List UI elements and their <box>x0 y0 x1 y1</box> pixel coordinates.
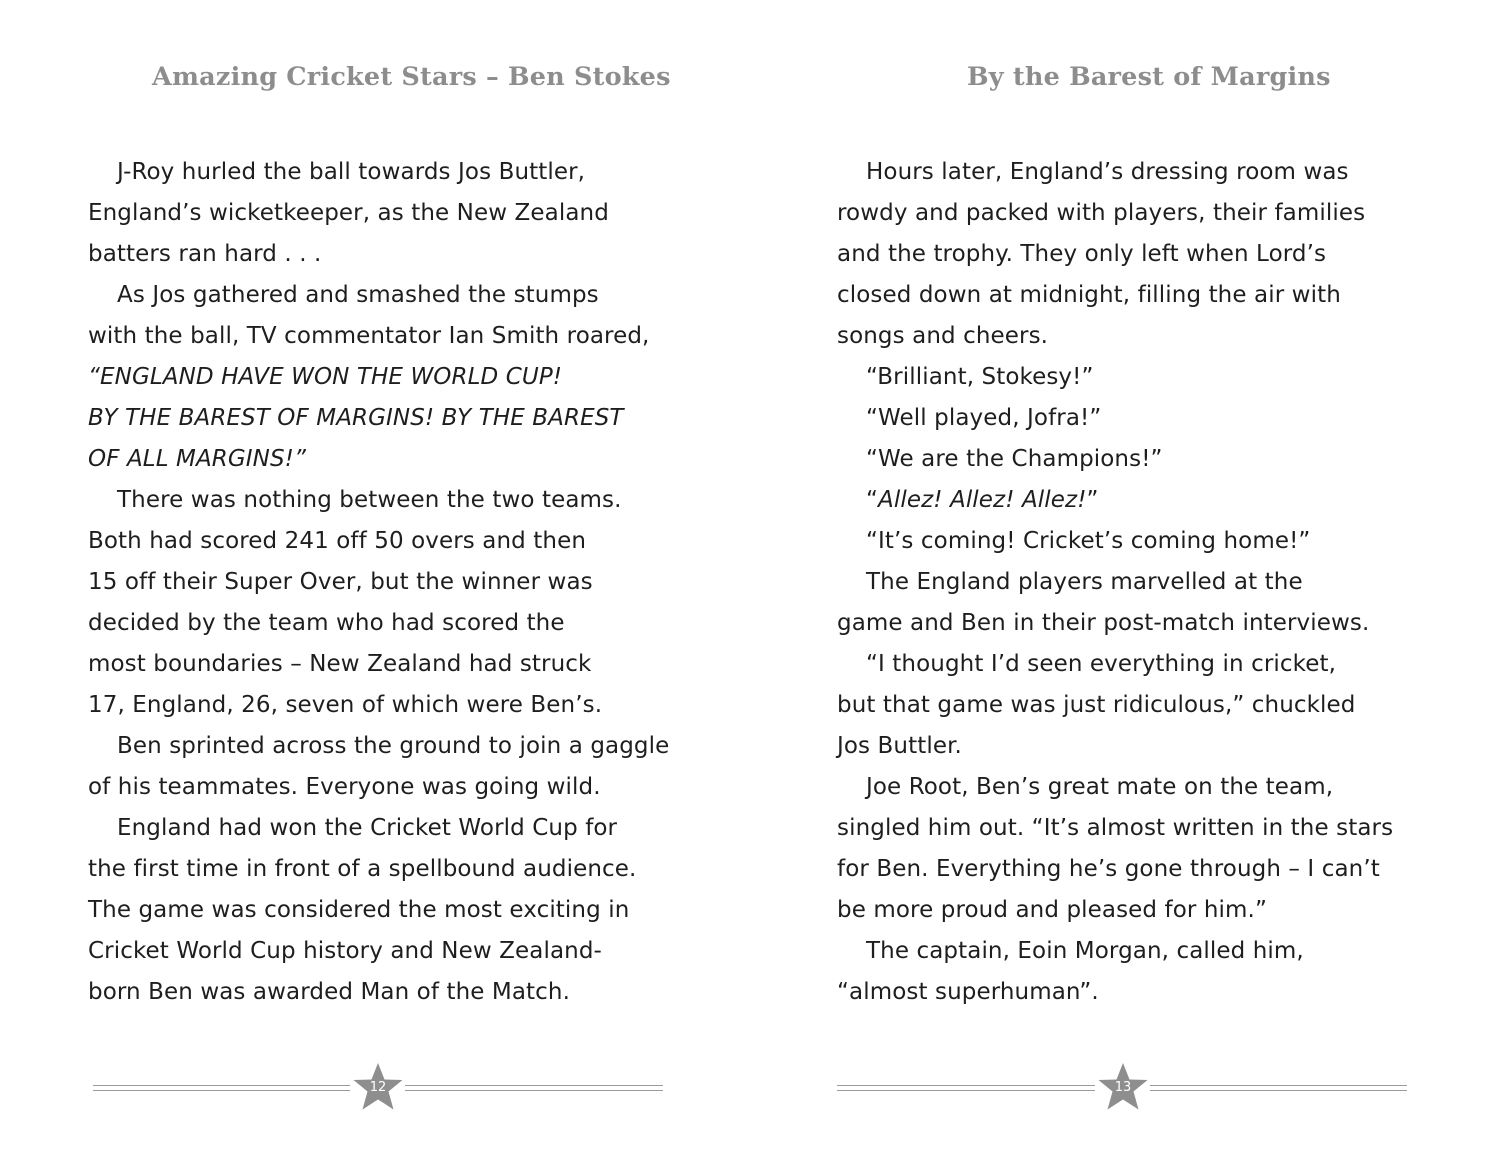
text-line: Hours later, England’s dressing room was <box>866 159 1349 185</box>
text-line: closed down at midnight, filling the air with <box>837 282 1341 308</box>
text-line: “It’s coming! Cricket’s coming home!” <box>866 528 1311 554</box>
text-line: singled him out. “It’s almost written in the stars <box>837 815 1394 841</box>
star-icon <box>352 1062 404 1112</box>
text-line-allez <box>837 480 1393 521</box>
text-line: decided by the team who had scored the <box>88 610 565 636</box>
text-line: The game was considered the most exciting in <box>88 897 630 923</box>
page-number: 12 <box>369 1080 387 1095</box>
text-line: 15 off their Super Over, but the winner was <box>88 569 593 595</box>
text-line: 17, England, 26, seven of which were Ben’s. <box>88 692 603 718</box>
text-line: most boundaries – New Zealand had struck <box>88 651 592 677</box>
text-line: “We are the Champions!” <box>866 446 1163 472</box>
text-line: The captain, Eoin Morgan, called him, <box>866 938 1304 964</box>
footer-rule-right <box>405 1085 663 1091</box>
quote-open: “ <box>866 487 879 513</box>
quote-close: ” <box>1086 487 1099 513</box>
text-line-quote: “ENGLAND HAVE WON THE WORLD CUP! <box>88 364 563 390</box>
text-line: England had won the Cricket World Cup for <box>117 815 618 841</box>
footer-rule-right <box>1150 1085 1407 1091</box>
text-line: Both had scored 241 off 50 overs and then <box>88 528 587 554</box>
text-line: songs and cheers. <box>837 323 1049 349</box>
text-line: rowdy and packed with players, their families <box>837 200 1366 226</box>
text-line: batters ran hard . . . <box>88 241 322 267</box>
body-text <box>837 152 1393 1013</box>
text-line: “almost superhuman”. <box>837 979 1099 1005</box>
text-line: Ben sprinted across the ground to join a gaggle <box>117 733 670 759</box>
text-line-quote: BY THE BAREST OF MARGINS! BY THE BAREST <box>88 405 624 431</box>
right-page <box>750 0 1500 1151</box>
text-line: As Jos gathered and smashed the stumps <box>117 282 599 308</box>
text-line: and the trophy. They only left when Lord’s <box>837 241 1327 267</box>
body-text <box>88 152 669 1013</box>
running-head-book-title: Amazing Cricket Stars – Ben Stokes <box>152 62 671 92</box>
text-line: the first time in front of a spellbound audience. <box>88 856 637 882</box>
footer-rule-left <box>837 1085 1095 1091</box>
text-line: game and Ben in their post-match interviews. <box>837 610 1370 636</box>
page-number: 13 <box>1114 1080 1132 1095</box>
text-line: for Ben. Everything he’s gone through – I can’t <box>837 856 1380 882</box>
text-line: England’s wicketkeeper, as the New Zealand <box>88 200 609 226</box>
text-line: The England players marvelled at the <box>866 569 1303 595</box>
text-line: There was nothing between the two teams. <box>117 487 622 513</box>
text-line: Cricket World Cup history and New Zealand- <box>88 938 602 964</box>
text-line: of his teammates. Everyone was going wild. <box>88 774 601 800</box>
text-line: “Well played, Jofra!” <box>866 405 1102 431</box>
text-line: born Ben was awarded Man of the Match. <box>88 979 570 1005</box>
text-line: be more proud and pleased for him.” <box>837 897 1267 923</box>
text-line: “I thought I’d seen everything in cricket, <box>866 651 1336 677</box>
text-line: Joe Root, Ben’s great mate on the team, <box>866 774 1334 800</box>
allez-chant: Allez! Allez! Allez! <box>878 487 1087 513</box>
running-head-chapter-title: By the Barest of Margins <box>967 62 1331 92</box>
star-icon <box>1097 1062 1149 1112</box>
text-line: but that game was just ridiculous,” chuckled <box>837 692 1356 718</box>
footer-rule-left <box>93 1085 350 1091</box>
text-line: J-Roy hurled the ball towards Jos Buttler, <box>117 159 586 185</box>
text-line: “Brilliant, Stokesy!” <box>866 364 1094 390</box>
page-footer <box>837 1062 1407 1112</box>
text-line: Jos Buttler. <box>837 733 962 759</box>
text-line: with the ball, TV commentator Ian Smith roared, <box>88 323 650 349</box>
text-line-quote: OF ALL MARGINS!” <box>88 446 307 472</box>
page-footer <box>93 1062 663 1112</box>
